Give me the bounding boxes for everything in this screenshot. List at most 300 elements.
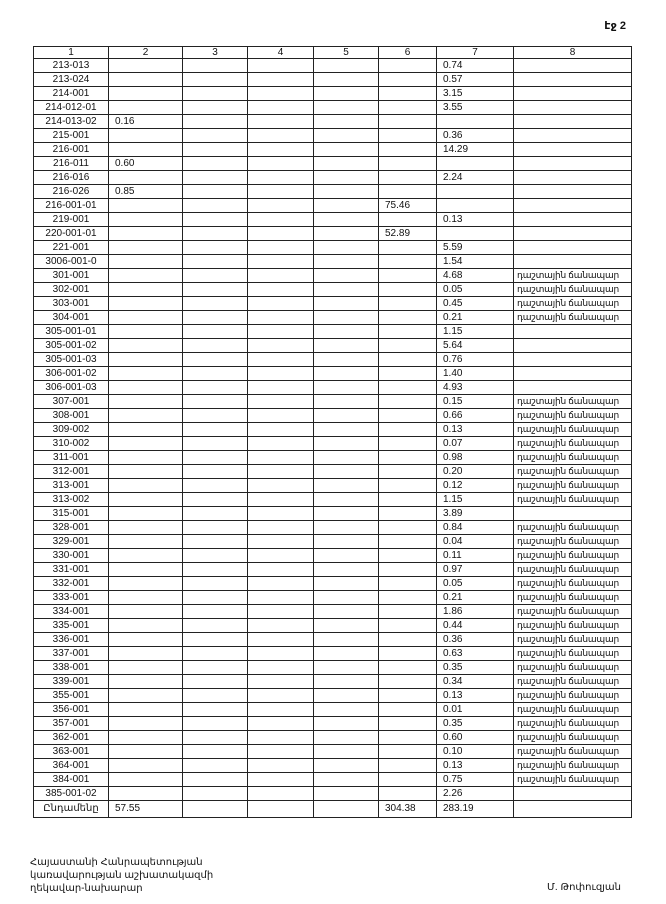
col3-cell bbox=[183, 129, 248, 143]
col4-cell bbox=[248, 87, 314, 101]
col2-area-cell bbox=[109, 591, 183, 605]
usage-note-cell: դաշտային ճանապար bbox=[514, 661, 632, 675]
parcel-code-cell: 337-001 bbox=[34, 647, 109, 661]
parcel-code-cell: 305-001-03 bbox=[34, 353, 109, 367]
usage-note-cell: դաշտային ճանապար bbox=[514, 703, 632, 717]
col3-cell bbox=[183, 325, 248, 339]
col3-cell bbox=[183, 507, 248, 521]
parcel-code-cell: 339-001 bbox=[34, 675, 109, 689]
col2-area-cell bbox=[109, 423, 183, 437]
parcel-code-cell: 3006-001-0 bbox=[34, 255, 109, 269]
col7-area-cell: 0.13 bbox=[437, 423, 514, 437]
signatory-title-block bbox=[30, 856, 213, 895]
parcel-code-cell: 313-002 bbox=[34, 493, 109, 507]
col2-area-cell bbox=[109, 717, 183, 731]
usage-note-cell: դաշտային ճանապար bbox=[514, 409, 632, 423]
table-row bbox=[34, 367, 632, 381]
col6-area-cell bbox=[379, 311, 437, 325]
parcel-code-cell: 307-001 bbox=[34, 395, 109, 409]
col2-area-cell bbox=[109, 283, 183, 297]
usage-note-cell: դաշտային ճանապար bbox=[514, 633, 632, 647]
col6-area-cell bbox=[379, 451, 437, 465]
usage-note-cell: դաշտային ճանապար bbox=[514, 479, 632, 493]
usage-note-cell: դաշտային ճանապար bbox=[514, 535, 632, 549]
col3-cell bbox=[183, 353, 248, 367]
parcel-code-cell: 332-001 bbox=[34, 577, 109, 591]
parcel-code-cell: 301-001 bbox=[34, 269, 109, 283]
col3-cell bbox=[183, 591, 248, 605]
col3-cell bbox=[183, 199, 248, 213]
parcel-code-cell: 221-001 bbox=[34, 241, 109, 255]
col7-area-cell: 0.01 bbox=[437, 703, 514, 717]
col3-cell bbox=[183, 213, 248, 227]
col2-area-cell bbox=[109, 745, 183, 759]
parcel-code-cell: 310-002 bbox=[34, 437, 109, 451]
col3-cell bbox=[183, 633, 248, 647]
parcel-code-cell: 364-001 bbox=[34, 759, 109, 773]
parcel-code-cell: 216-001-01 bbox=[34, 199, 109, 213]
col2-area-cell bbox=[109, 311, 183, 325]
col6-area-cell bbox=[379, 353, 437, 367]
table-row bbox=[34, 325, 632, 339]
col2-area-cell: 0.60 bbox=[109, 157, 183, 171]
col7-area-cell: 0.66 bbox=[437, 409, 514, 423]
col7-area-cell: 0.21 bbox=[437, 591, 514, 605]
col3-cell bbox=[183, 395, 248, 409]
col2-area-cell bbox=[109, 59, 183, 73]
table-row bbox=[34, 297, 632, 311]
col6-area-cell bbox=[379, 661, 437, 675]
total-col6-cell: 304.38 bbox=[379, 801, 437, 818]
col4-cell bbox=[248, 633, 314, 647]
col3-cell bbox=[183, 549, 248, 563]
col3-cell bbox=[183, 143, 248, 157]
col4-cell bbox=[248, 451, 314, 465]
col4-cell bbox=[248, 591, 314, 605]
col4-cell bbox=[248, 269, 314, 283]
col5-cell bbox=[314, 101, 379, 115]
col7-area-cell: 0.10 bbox=[437, 745, 514, 759]
col3-cell bbox=[183, 423, 248, 437]
usage-note-cell: դաշտային ճանապար bbox=[514, 647, 632, 661]
col3-cell bbox=[183, 661, 248, 675]
col4-cell bbox=[248, 787, 314, 801]
col3-cell bbox=[183, 479, 248, 493]
table-row bbox=[34, 605, 632, 619]
column-header-7: 7 bbox=[437, 47, 514, 59]
col3-cell bbox=[183, 731, 248, 745]
col5-cell bbox=[314, 423, 379, 437]
parcel-code-cell: 363-001 bbox=[34, 745, 109, 759]
col4-cell bbox=[248, 661, 314, 675]
col7-area-cell: 3.15 bbox=[437, 87, 514, 101]
col7-area-cell: 0.20 bbox=[437, 465, 514, 479]
col4-cell bbox=[248, 507, 314, 521]
table-header-row bbox=[34, 47, 632, 59]
col5-cell bbox=[314, 479, 379, 493]
col2-area-cell bbox=[109, 605, 183, 619]
col7-area-cell: 1.40 bbox=[437, 367, 514, 381]
col7-area-cell: 0.13 bbox=[437, 689, 514, 703]
col3-cell bbox=[183, 311, 248, 325]
parcel-code-cell: 315-001 bbox=[34, 507, 109, 521]
parcel-code-cell: 216-001 bbox=[34, 143, 109, 157]
table-row bbox=[34, 171, 632, 185]
col7-area-cell: 0.07 bbox=[437, 437, 514, 451]
table-row bbox=[34, 647, 632, 661]
col2-area-cell bbox=[109, 493, 183, 507]
col5-cell bbox=[314, 731, 379, 745]
usage-note-cell: դաշտային ճանապար bbox=[514, 395, 632, 409]
table-row bbox=[34, 675, 632, 689]
col3-cell bbox=[183, 227, 248, 241]
col4-cell bbox=[248, 353, 314, 367]
col7-area-cell: 0.35 bbox=[437, 717, 514, 731]
col4-cell bbox=[248, 227, 314, 241]
total-col3-cell bbox=[183, 801, 248, 818]
table-row bbox=[34, 633, 632, 647]
parcel-code-cell: 312-001 bbox=[34, 465, 109, 479]
usage-note-cell: դաշտային ճանապար bbox=[514, 731, 632, 745]
col7-area-cell: 0.74 bbox=[437, 59, 514, 73]
col3-cell bbox=[183, 787, 248, 801]
col5-cell bbox=[314, 745, 379, 759]
usage-note-cell: դաշտային ճանապար bbox=[514, 759, 632, 773]
parcel-code-cell: 385-001-02 bbox=[34, 787, 109, 801]
col5-cell bbox=[314, 717, 379, 731]
col5-cell bbox=[314, 787, 379, 801]
col5-cell bbox=[314, 591, 379, 605]
col4-cell bbox=[248, 675, 314, 689]
land-parcel-table bbox=[33, 46, 632, 818]
col5-cell bbox=[314, 773, 379, 787]
org-line-3: ղեկավար-նախարար bbox=[30, 883, 143, 894]
col5-cell bbox=[314, 115, 379, 129]
col3-cell bbox=[183, 521, 248, 535]
col6-area-cell bbox=[379, 101, 437, 115]
usage-note-cell bbox=[514, 353, 632, 367]
col6-area-cell bbox=[379, 115, 437, 129]
col5-cell bbox=[314, 297, 379, 311]
col4-cell bbox=[248, 157, 314, 171]
col2-area-cell bbox=[109, 451, 183, 465]
total-row bbox=[34, 801, 632, 818]
table-row bbox=[34, 521, 632, 535]
usage-note-cell bbox=[514, 157, 632, 171]
col5-cell bbox=[314, 185, 379, 199]
col5-cell bbox=[314, 381, 379, 395]
parcel-code-cell: 305-001-01 bbox=[34, 325, 109, 339]
col4-cell bbox=[248, 101, 314, 115]
total-col8-cell bbox=[514, 801, 632, 818]
col7-area-cell: 0.60 bbox=[437, 731, 514, 745]
col3-cell bbox=[183, 171, 248, 185]
col2-area-cell bbox=[109, 675, 183, 689]
col5-cell bbox=[314, 213, 379, 227]
org-line-2: կառավարության աշխատակազմի bbox=[30, 870, 214, 881]
col5-cell bbox=[314, 507, 379, 521]
total-label-cell: Ընդամենը bbox=[34, 801, 109, 818]
col4-cell bbox=[248, 703, 314, 717]
parcel-code-cell: 334-001 bbox=[34, 605, 109, 619]
col6-area-cell bbox=[379, 367, 437, 381]
col2-area-cell bbox=[109, 465, 183, 479]
col6-area-cell bbox=[379, 437, 437, 451]
col4-cell bbox=[248, 185, 314, 199]
col4-cell bbox=[248, 73, 314, 87]
col2-area-cell bbox=[109, 479, 183, 493]
col6-area-cell bbox=[379, 269, 437, 283]
col5-cell bbox=[314, 171, 379, 185]
col3-cell bbox=[183, 255, 248, 269]
col5-cell bbox=[314, 633, 379, 647]
col3-cell bbox=[183, 605, 248, 619]
col7-area-cell: 14.29 bbox=[437, 143, 514, 157]
col7-area-cell: 0.97 bbox=[437, 563, 514, 577]
table-row bbox=[34, 479, 632, 493]
table-row bbox=[34, 213, 632, 227]
col6-area-cell bbox=[379, 409, 437, 423]
parcel-code-cell: 306-001-02 bbox=[34, 367, 109, 381]
usage-note-cell bbox=[514, 241, 632, 255]
col6-area-cell bbox=[379, 59, 437, 73]
col5-cell bbox=[314, 59, 379, 73]
usage-note-cell: դաշտային ճանապար bbox=[514, 493, 632, 507]
col6-area-cell bbox=[379, 563, 437, 577]
col7-area-cell: 2.26 bbox=[437, 787, 514, 801]
usage-note-cell bbox=[514, 59, 632, 73]
col2-area-cell bbox=[109, 381, 183, 395]
table-row bbox=[34, 311, 632, 325]
table-row bbox=[34, 339, 632, 353]
col6-area-cell bbox=[379, 213, 437, 227]
col5-cell bbox=[314, 465, 379, 479]
col2-area-cell bbox=[109, 619, 183, 633]
parcel-code-cell: 335-001 bbox=[34, 619, 109, 633]
table-row bbox=[34, 87, 632, 101]
col7-area-cell: 0.13 bbox=[437, 213, 514, 227]
col4-cell bbox=[248, 129, 314, 143]
usage-note-cell: դաշտային ճանապար bbox=[514, 269, 632, 283]
col5-cell bbox=[314, 73, 379, 87]
col3-cell bbox=[183, 381, 248, 395]
usage-note-cell bbox=[514, 115, 632, 129]
col3-cell bbox=[183, 297, 248, 311]
col7-area-cell: 5.64 bbox=[437, 339, 514, 353]
table-row bbox=[34, 689, 632, 703]
parcel-code-cell: 302-001 bbox=[34, 283, 109, 297]
col7-area-cell: 0.13 bbox=[437, 759, 514, 773]
table-row bbox=[34, 241, 632, 255]
col2-area-cell bbox=[109, 661, 183, 675]
col5-cell bbox=[314, 227, 379, 241]
col7-area-cell: 0.63 bbox=[437, 647, 514, 661]
table-row bbox=[34, 717, 632, 731]
col4-cell bbox=[248, 521, 314, 535]
usage-note-cell bbox=[514, 213, 632, 227]
col2-area-cell bbox=[109, 269, 183, 283]
col6-area-cell bbox=[379, 339, 437, 353]
column-header-2: 2 bbox=[109, 47, 183, 59]
usage-note-cell bbox=[514, 227, 632, 241]
table-row bbox=[34, 283, 632, 297]
col2-area-cell bbox=[109, 787, 183, 801]
col4-cell bbox=[248, 731, 314, 745]
table-row bbox=[34, 73, 632, 87]
col6-area-cell bbox=[379, 479, 437, 493]
parcel-code-cell: 303-001 bbox=[34, 297, 109, 311]
table-row bbox=[34, 745, 632, 759]
col6-area-cell bbox=[379, 591, 437, 605]
col2-area-cell bbox=[109, 213, 183, 227]
parcel-code-cell: 305-001-02 bbox=[34, 339, 109, 353]
col7-area-cell: 0.45 bbox=[437, 297, 514, 311]
col4-cell bbox=[248, 59, 314, 73]
col2-area-cell bbox=[109, 409, 183, 423]
column-header-1: 1 bbox=[34, 47, 109, 59]
table-row bbox=[34, 199, 632, 213]
col6-area-cell bbox=[379, 703, 437, 717]
col5-cell bbox=[314, 759, 379, 773]
col3-cell bbox=[183, 493, 248, 507]
col5-cell bbox=[314, 325, 379, 339]
usage-note-cell bbox=[514, 339, 632, 353]
col2-area-cell bbox=[109, 703, 183, 717]
col4-cell bbox=[248, 493, 314, 507]
col6-area-cell bbox=[379, 675, 437, 689]
parcel-code-cell: 219-001 bbox=[34, 213, 109, 227]
col2-area-cell bbox=[109, 73, 183, 87]
col7-area-cell: 0.21 bbox=[437, 311, 514, 325]
total-col5-cell bbox=[314, 801, 379, 818]
col4-cell bbox=[248, 297, 314, 311]
col4-cell bbox=[248, 199, 314, 213]
table-row bbox=[34, 577, 632, 591]
signatory-name: Մ. Թոփուզյան bbox=[547, 882, 621, 893]
col4-cell bbox=[248, 563, 314, 577]
col4-cell bbox=[248, 381, 314, 395]
col4-cell bbox=[248, 745, 314, 759]
col7-area-cell: 0.05 bbox=[437, 577, 514, 591]
col5-cell bbox=[314, 87, 379, 101]
col6-area-cell bbox=[379, 297, 437, 311]
table-row bbox=[34, 115, 632, 129]
col6-area-cell bbox=[379, 87, 437, 101]
col2-area-cell bbox=[109, 563, 183, 577]
col6-area-cell bbox=[379, 171, 437, 185]
parcel-code-cell: 328-001 bbox=[34, 521, 109, 535]
col4-cell bbox=[248, 479, 314, 493]
col4-cell bbox=[248, 339, 314, 353]
col3-cell bbox=[183, 451, 248, 465]
usage-note-cell: դաշտային ճանապար bbox=[514, 605, 632, 619]
col6-area-cell bbox=[379, 395, 437, 409]
col3-cell bbox=[183, 87, 248, 101]
col5-cell bbox=[314, 647, 379, 661]
table-row bbox=[34, 395, 632, 409]
col4-cell bbox=[248, 241, 314, 255]
col5-cell bbox=[314, 563, 379, 577]
col6-area-cell bbox=[379, 717, 437, 731]
col5-cell bbox=[314, 703, 379, 717]
table-row bbox=[34, 143, 632, 157]
col3-cell bbox=[183, 283, 248, 297]
parcel-code-cell: 213-013 bbox=[34, 59, 109, 73]
usage-note-cell bbox=[514, 143, 632, 157]
col6-area-cell bbox=[379, 773, 437, 787]
col5-cell bbox=[314, 535, 379, 549]
col6-area-cell bbox=[379, 465, 437, 479]
usage-note-cell bbox=[514, 129, 632, 143]
col4-cell bbox=[248, 549, 314, 563]
col3-cell bbox=[183, 157, 248, 171]
parcel-code-cell: 362-001 bbox=[34, 731, 109, 745]
col2-area-cell bbox=[109, 549, 183, 563]
col5-cell bbox=[314, 409, 379, 423]
usage-note-cell bbox=[514, 381, 632, 395]
usage-note-cell: դաշտային ճանապար bbox=[514, 689, 632, 703]
usage-note-cell bbox=[514, 199, 632, 213]
col3-cell bbox=[183, 59, 248, 73]
col3-cell bbox=[183, 717, 248, 731]
usage-note-cell bbox=[514, 367, 632, 381]
parcel-code-cell: 304-001 bbox=[34, 311, 109, 325]
col6-area-cell bbox=[379, 745, 437, 759]
col3-cell bbox=[183, 185, 248, 199]
usage-note-cell bbox=[514, 185, 632, 199]
col3-cell bbox=[183, 535, 248, 549]
col4-cell bbox=[248, 115, 314, 129]
col7-area-cell: 4.93 bbox=[437, 381, 514, 395]
usage-note-cell: դաշտային ճանապար bbox=[514, 745, 632, 759]
col7-area-cell: 0.05 bbox=[437, 283, 514, 297]
table-row bbox=[34, 227, 632, 241]
col2-area-cell bbox=[109, 255, 183, 269]
table-row bbox=[34, 465, 632, 479]
col4-cell bbox=[248, 255, 314, 269]
col6-area-cell bbox=[379, 129, 437, 143]
parcel-code-cell: 313-001 bbox=[34, 479, 109, 493]
col4-cell bbox=[248, 325, 314, 339]
col2-area-cell bbox=[109, 129, 183, 143]
usage-note-cell: դաշտային ճանապար bbox=[514, 311, 632, 325]
parcel-code-cell: 215-001 bbox=[34, 129, 109, 143]
col4-cell bbox=[248, 759, 314, 773]
col6-area-cell bbox=[379, 787, 437, 801]
usage-note-cell: դաշտային ճանապար bbox=[514, 591, 632, 605]
col4-cell bbox=[248, 577, 314, 591]
usage-note-cell: դաշտային ճանապար bbox=[514, 437, 632, 451]
col7-area-cell: 5.59 bbox=[437, 241, 514, 255]
col6-area-cell bbox=[379, 283, 437, 297]
col7-area-cell: 0.76 bbox=[437, 353, 514, 367]
table-row bbox=[34, 255, 632, 269]
col7-area-cell: 0.15 bbox=[437, 395, 514, 409]
parcel-code-cell: 308-001 bbox=[34, 409, 109, 423]
col5-cell bbox=[314, 451, 379, 465]
table-row bbox=[34, 157, 632, 171]
col6-area-cell bbox=[379, 255, 437, 269]
col3-cell bbox=[183, 675, 248, 689]
col5-cell bbox=[314, 241, 379, 255]
col5-cell bbox=[314, 157, 379, 171]
col7-area-cell: 0.84 bbox=[437, 521, 514, 535]
table-row bbox=[34, 409, 632, 423]
col7-area-cell: 0.36 bbox=[437, 129, 514, 143]
parcel-code-cell: 311-001 bbox=[34, 451, 109, 465]
col3-cell bbox=[183, 101, 248, 115]
usage-note-cell: դաշտային ճանապար bbox=[514, 773, 632, 787]
